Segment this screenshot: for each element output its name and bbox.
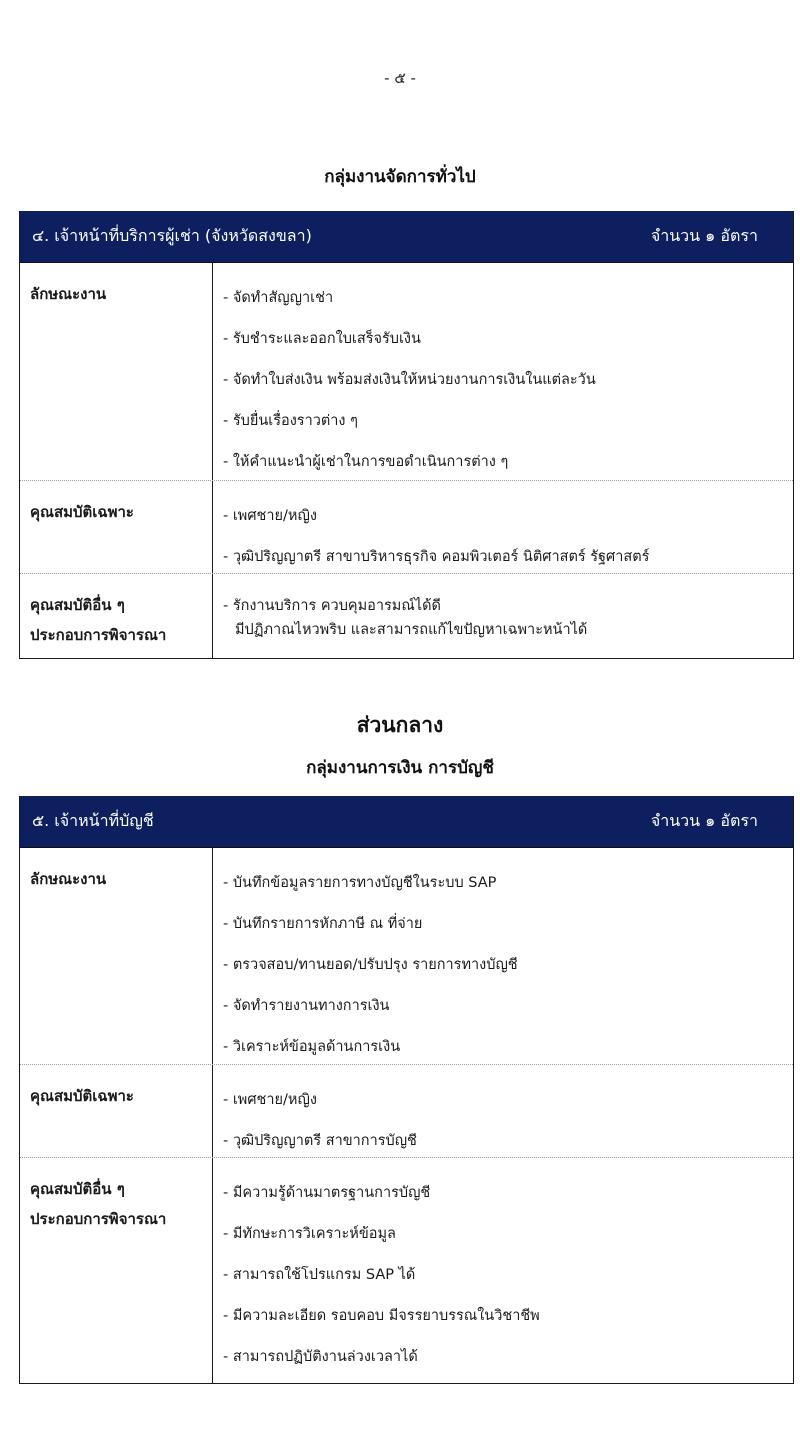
job-quota: จำนวน ๑ อัตรา — [650, 811, 758, 830]
list-item: - ตรวจสอบ/ทานยอด/ปรับปรุง รายการทางบัญชี — [223, 957, 518, 973]
row-label: ลักษณะงาน — [20, 848, 213, 1064]
job-title: ๕. เจ้าหน้าที่บัญชี — [32, 811, 154, 830]
row-specific-qualifications — [20, 481, 793, 574]
group-title-general-management: กลุ่มงานจัดการทั่วไป — [324, 167, 476, 187]
list-item: - บันทึกข้อมูลรายการทางบัญชีในระบบ SAP — [223, 875, 497, 891]
row-other-qualifications — [20, 574, 793, 658]
row-job-description — [20, 263, 793, 481]
list-item: - เพศชาย/หญิง — [223, 1092, 317, 1108]
list-item: - มีทักษะการวิเคราะห์ข้อมูล — [223, 1226, 396, 1242]
list-item: - สามารถใช้โปรแกรม SAP ได้ — [223, 1267, 416, 1283]
job-table-accounting-officer — [19, 796, 794, 1384]
list-item: - มีความละเอียด รอบคอบ มีจรรยาบรรณในวิชาชีพ — [223, 1308, 540, 1324]
list-item: - วุฒิปริญญาตรี สาขาบริหารธุรกิจ คอมพิวเตอร์ นิติศาสตร์ รัฐศาสตร์ — [223, 549, 650, 565]
row-label — [20, 574, 213, 658]
list-item: - รักงานบริการ ควบคุมอารมณ์ได้ดี — [223, 598, 441, 614]
list-item: - จัดทำรายงานทางการเงิน — [223, 998, 390, 1014]
row-content — [213, 1065, 793, 1157]
job-title: ๔. เจ้าหน้าที่บริการผู้เช่า (จังหวัดสงขลา) — [32, 226, 312, 245]
job-header — [20, 211, 793, 263]
row-label-line2: ประกอบการพิจารณา — [30, 626, 167, 644]
page-number: - ๕ - — [384, 69, 416, 87]
job-table-tenant-service-officer — [19, 211, 794, 659]
row-label-line2: ประกอบการพิจารณา — [30, 1210, 167, 1228]
list-item-continuation: มีปฏิภาณไหวพริบ และสามารถแก้ไขปัญหาเฉพาะหน้าได้ — [235, 622, 588, 638]
list-item: - จัดทำใบส่งเงิน พร้อมส่งเงินให้หน่วยงานการเงินในแต่ละวัน — [223, 372, 596, 388]
list-item: - วุฒิปริญญาตรี สาขาการบัญชี — [223, 1133, 417, 1149]
list-item: - มีความรู้ด้านมาตรฐานการบัญชี — [223, 1185, 431, 1201]
row-label — [20, 1158, 213, 1383]
row-content — [213, 574, 793, 658]
list-item: - รับยื่นเรื่องราวต่าง ๆ — [223, 413, 358, 429]
row-label: คุณสมบัติเฉพาะ — [20, 481, 213, 573]
list-item: - วิเคราะห์ข้อมูลด้านการเงิน — [223, 1039, 401, 1055]
job-quota: จำนวน ๑ อัตรา — [650, 226, 758, 245]
row-job-description — [20, 848, 793, 1065]
row-other-qualifications — [20, 1158, 793, 1383]
row-label-line1: คุณสมบัติอื่น ๆ — [30, 596, 125, 614]
division-title-central: ส่วนกลาง — [356, 713, 444, 737]
row-content — [213, 481, 793, 573]
row-label: คุณสมบัติเฉพาะ — [20, 1065, 213, 1157]
list-item: - รับชำระและออกใบเสร็จรับเงิน — [223, 331, 421, 347]
row-label: ลักษณะงาน — [20, 263, 213, 480]
row-specific-qualifications — [20, 1065, 793, 1158]
row-content — [213, 1158, 793, 1383]
row-label-line1: คุณสมบัติอื่น ๆ — [30, 1180, 125, 1198]
list-item: - เพศชาย/หญิง — [223, 508, 317, 524]
group-title-finance-accounting: กลุ่มงานการเงิน การบัญชี — [306, 758, 494, 778]
list-item: - ให้คำแนะนำผู้เช่าในการขอดำเนินการต่าง ๆ — [223, 454, 509, 470]
list-item: - จัดทำสัญญาเช่า — [223, 290, 334, 306]
list-item: - สามารถปฏิบัติงานล่วงเวลาได้ — [223, 1349, 418, 1365]
row-content — [213, 848, 793, 1064]
job-header — [20, 796, 793, 848]
row-content — [213, 263, 793, 480]
list-item: - บันทึกรายการหักภาษี ณ ที่จ่าย — [223, 916, 423, 932]
